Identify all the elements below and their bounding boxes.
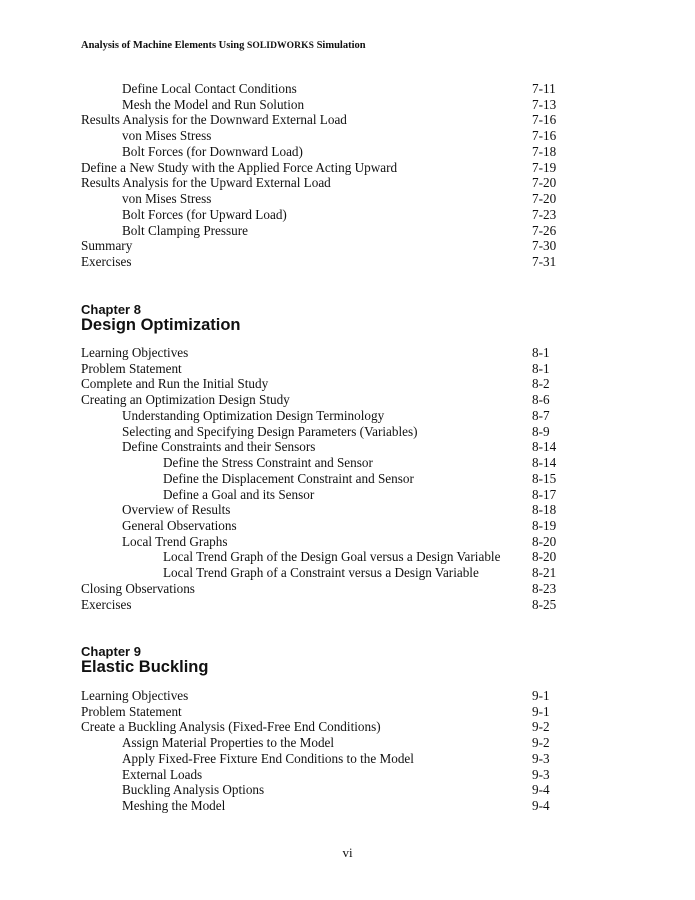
toc-entry-page: 7-26 bbox=[532, 222, 557, 238]
chapter-label: Chapter 9 bbox=[81, 644, 141, 659]
toc-entry[interactable] bbox=[0, 581, 695, 597]
toc-entry[interactable] bbox=[0, 81, 695, 97]
toc-entry[interactable] bbox=[0, 549, 695, 565]
toc-entry-title: Bolt Forces (for Upward Load) bbox=[122, 206, 287, 222]
toc-entry-title: Overview of Results bbox=[122, 502, 231, 518]
toc-entry-page: 8-2 bbox=[532, 376, 550, 392]
toc-entry-title: Exercises bbox=[81, 596, 132, 612]
toc-entry-page: 8-15 bbox=[532, 470, 557, 486]
toc-entry[interactable] bbox=[0, 112, 695, 128]
toc-entry-page: 9-3 bbox=[532, 766, 550, 782]
header-brand: SOLIDWORKS bbox=[246, 41, 314, 51]
toc-entry-page: 9-2 bbox=[532, 719, 550, 735]
toc-entry-page: 7-20 bbox=[532, 191, 557, 206]
toc-entry-title: Understanding Optimization Design Terminology bbox=[122, 407, 385, 423]
toc-entry[interactable] bbox=[0, 719, 695, 735]
toc-entry[interactable] bbox=[0, 455, 695, 471]
toc-entry[interactable] bbox=[0, 518, 695, 534]
toc-entry-page: 8-1 bbox=[532, 360, 550, 376]
toc-entry[interactable] bbox=[0, 688, 695, 704]
toc-entry-title: Bolt Clamping Pressure bbox=[122, 222, 249, 238]
toc-entry-page: 8-19 bbox=[532, 517, 557, 533]
toc-entry[interactable] bbox=[0, 97, 695, 113]
toc-entry-page: 7-30 bbox=[532, 238, 557, 254]
toc-entry-title: External Loads bbox=[122, 766, 203, 782]
toc-entry-title: von Mises Stress bbox=[122, 128, 212, 144]
toc-entry-page: 9-1 bbox=[532, 703, 550, 719]
toc-entry-title: Create a Buckling Analysis (Fixed-Free End Conditions) bbox=[81, 719, 381, 735]
toc-entry-title: Define Local Contact Conditions bbox=[122, 81, 297, 96]
toc-entry-page: 8-9 bbox=[532, 423, 550, 439]
toc-entry[interactable] bbox=[0, 471, 695, 487]
toc-entry-page: 8-23 bbox=[532, 580, 557, 596]
toc-entry-title: Results Analysis for the Upward External Load bbox=[81, 175, 331, 191]
toc-entry[interactable] bbox=[0, 735, 695, 751]
toc-entry-title: Define a Goal and its Sensor bbox=[163, 486, 315, 502]
toc-entry[interactable] bbox=[0, 345, 695, 361]
toc-entry-page: 9-4 bbox=[532, 798, 550, 813]
toc-entry[interactable] bbox=[0, 487, 695, 503]
toc-entry-title: Apply Fixed-Free Fixture End Conditions to the Model bbox=[122, 750, 414, 766]
toc-entry-title: Bolt Forces (for Downward Load) bbox=[122, 143, 303, 159]
toc-entry[interactable] bbox=[0, 767, 695, 783]
toc-entry-title: Exercises bbox=[81, 253, 132, 269]
chapter-label: Chapter 8 bbox=[81, 302, 141, 317]
toc-entry-title: General Observations bbox=[122, 517, 237, 533]
toc-entry[interactable] bbox=[0, 160, 695, 176]
toc-entry-title: Problem Statement bbox=[81, 703, 182, 719]
toc-entry-page: 8-20 bbox=[532, 533, 557, 549]
toc-entry[interactable] bbox=[0, 223, 695, 239]
toc-entry-page: 7-23 bbox=[532, 206, 557, 222]
toc-entry-title: von Mises Stress bbox=[122, 191, 212, 206]
toc-entry-title: Define the Stress Constraint and Sensor bbox=[163, 455, 373, 470]
toc-entry-page: 7-16 bbox=[532, 128, 557, 144]
toc-entry[interactable] bbox=[0, 392, 695, 408]
toc-entry-title: Selecting and Specifying Design Parameters (Variables) bbox=[122, 423, 418, 439]
toc-entry-page: 7-13 bbox=[532, 96, 557, 112]
toc-entry-page: 7-19 bbox=[532, 159, 557, 175]
toc-entry-title: Summary bbox=[81, 238, 133, 254]
toc-entry-page: 8-21 bbox=[532, 565, 557, 581]
header-suffix: Simulation bbox=[313, 40, 366, 51]
toc-entry[interactable] bbox=[0, 534, 695, 550]
toc-entry-title: Meshing the Model bbox=[122, 798, 226, 813]
toc-entry[interactable] bbox=[0, 175, 695, 191]
toc-entry-title: Assign Material Properties to the Model bbox=[122, 735, 335, 751]
toc-entry-title: Creating an Optimization Design Study bbox=[81, 392, 290, 408]
chapter-title: Elastic Buckling bbox=[81, 658, 209, 676]
toc-entry[interactable] bbox=[0, 408, 695, 424]
toc-entry-page: 8-20 bbox=[532, 549, 557, 565]
toc-entry-page: 8-6 bbox=[532, 392, 550, 408]
toc-entry-page: 9-3 bbox=[532, 750, 550, 766]
toc-entry-page: 7-20 bbox=[532, 175, 557, 191]
chapter-title: Design Optimization bbox=[81, 316, 241, 334]
toc-entry-title: Results Analysis for the Downward External Load bbox=[81, 112, 347, 128]
toc-entry-page: 7-31 bbox=[532, 253, 557, 269]
toc-entry-page: 8-14 bbox=[532, 439, 557, 455]
toc-entry[interactable] bbox=[0, 751, 695, 767]
toc-entry[interactable] bbox=[0, 565, 695, 581]
toc-entry[interactable] bbox=[0, 238, 695, 254]
toc-entry-page: 9-4 bbox=[532, 782, 550, 798]
header-prefix: Analysis of Machine Elements Using bbox=[81, 40, 247, 51]
toc-entry-page: 8-1 bbox=[532, 345, 550, 360]
toc-entry-title: Learning Objectives bbox=[81, 345, 189, 360]
toc-entry[interactable] bbox=[0, 191, 695, 207]
toc-entry-title: Closing Observations bbox=[81, 580, 195, 596]
toc-entry[interactable] bbox=[0, 502, 695, 518]
toc-entry-page: 9-2 bbox=[532, 735, 550, 751]
toc-entry-title: Mesh the Model and Run Solution bbox=[122, 96, 305, 112]
toc-entry-title: Local Trend Graph of a Constraint versus a Design Variable bbox=[163, 565, 479, 581]
toc-entry[interactable] bbox=[0, 128, 695, 144]
toc-entry-title: Define a New Study with the Applied Force Acting Upward bbox=[81, 159, 398, 175]
toc-entry[interactable] bbox=[0, 376, 695, 392]
toc-entry[interactable] bbox=[0, 439, 695, 455]
toc-entry-page: 9-1 bbox=[532, 688, 550, 703]
toc-entry-title: Local Trend Graph of the Design Goal versus a Design Variable bbox=[163, 549, 501, 565]
toc-entry-title: Problem Statement bbox=[81, 360, 182, 376]
toc-entry[interactable] bbox=[0, 207, 695, 223]
toc-entry-title: Local Trend Graphs bbox=[122, 533, 228, 549]
toc-entry-page: 8-17 bbox=[532, 486, 557, 502]
toc-entry[interactable] bbox=[0, 597, 695, 613]
toc-entry-page: 8-7 bbox=[532, 407, 550, 423]
toc-entry[interactable] bbox=[0, 144, 695, 160]
toc-entry-page: 7-11 bbox=[532, 81, 556, 96]
toc-entry-page: 8-18 bbox=[532, 502, 557, 518]
toc-entry[interactable] bbox=[0, 782, 695, 798]
toc-entry-page: 8-25 bbox=[532, 596, 557, 612]
toc-entry-title: Define the Displacement Constraint and Sensor bbox=[163, 470, 414, 486]
toc-entry[interactable] bbox=[0, 798, 695, 814]
toc-entry-page: 7-16 bbox=[532, 112, 557, 128]
toc-entry-title: Learning Objectives bbox=[81, 688, 189, 703]
toc-entry-title: Define Constraints and their Sensors bbox=[122, 439, 316, 455]
toc-entry[interactable] bbox=[0, 704, 695, 720]
toc-entry-title: Complete and Run the Initial Study bbox=[81, 376, 269, 392]
toc-entry[interactable] bbox=[0, 254, 695, 270]
toc-entry[interactable] bbox=[0, 424, 695, 440]
page-number: vi bbox=[342, 845, 353, 860]
toc-entry-page: 7-18 bbox=[532, 143, 557, 159]
toc-entry-title: Buckling Analysis Options bbox=[122, 782, 265, 798]
running-header bbox=[81, 40, 366, 51]
toc-entry-page: 8-14 bbox=[532, 455, 557, 470]
toc-entry[interactable] bbox=[0, 361, 695, 377]
